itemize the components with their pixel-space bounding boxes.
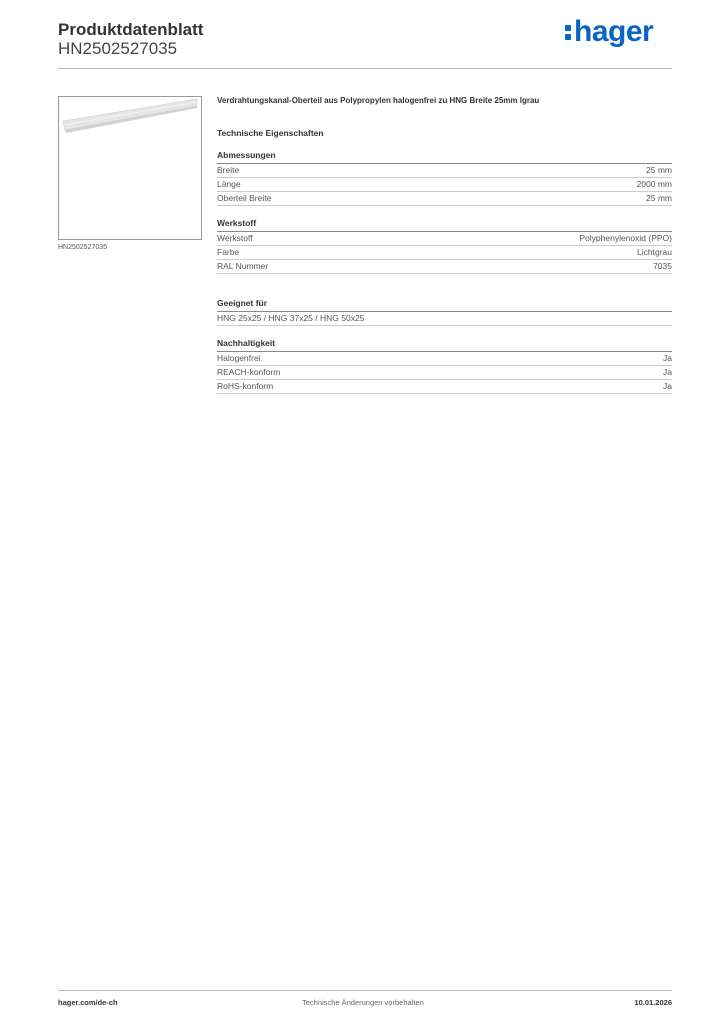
cable-duct-cover-image	[59, 97, 201, 239]
property-row	[217, 312, 672, 326]
property-value: Ja	[663, 367, 672, 377]
property-value: 25 mm	[646, 165, 672, 175]
property-row	[217, 232, 672, 246]
product-details	[217, 96, 672, 394]
property-label: RoHS-konform	[217, 381, 274, 391]
property-label: Werkstoff	[217, 233, 253, 243]
footer-disclaimer: Technische Änderungen vorbehalten	[302, 998, 424, 1007]
section-sustainability	[217, 338, 672, 394]
image-caption: HN2502527035	[58, 244, 108, 251]
property-value: Lichtgrau	[637, 247, 672, 257]
section-title: Nachhaltigkeit	[217, 338, 672, 352]
section-title: Werkstoff	[217, 218, 672, 232]
property-label: REACH-konform	[217, 367, 281, 377]
product-image	[58, 96, 202, 240]
page-title: Produktdatenblatt	[58, 20, 204, 39]
property-label: RAL Nummer	[217, 261, 269, 271]
property-label: Halogenfrei	[217, 353, 261, 363]
product-code: HN2502527035	[58, 39, 178, 58]
hager-logo[interactable]	[565, 15, 653, 49]
property-label: Farbe	[217, 247, 240, 257]
logo-text: hager	[574, 15, 654, 48]
property-row	[217, 352, 672, 366]
section-dimensions	[217, 150, 672, 206]
section-material	[217, 218, 672, 274]
property-row	[217, 380, 672, 394]
product-description: Verdrahtungskanal-Oberteil aus Polypropylen halogenfrei zu HNG Breite 25mm lgrau	[217, 96, 540, 105]
property-label: HNG 25x25 / HNG 37x25 / HNG 50x25	[217, 313, 365, 323]
tech-properties-title: Technische Eigenschaften	[217, 128, 324, 138]
footer-website-link[interactable]: hager.com/de-ch	[58, 998, 118, 1007]
property-value: 25 mm	[646, 193, 672, 203]
property-value: Ja	[663, 353, 672, 363]
property-value: 2000 mm	[636, 179, 672, 189]
property-row	[217, 246, 672, 260]
property-value: 7035	[653, 261, 672, 271]
footer-date: 10.01.2026	[634, 998, 672, 1007]
section-title: Geeignet für	[217, 298, 672, 312]
section-suitable-for	[217, 298, 672, 326]
section-title: Abmessungen	[217, 150, 672, 164]
property-row	[217, 260, 672, 274]
logo-dots-icon	[565, 21, 572, 41]
property-label: Oberteil Breite	[217, 193, 272, 203]
property-row	[217, 366, 672, 380]
property-value: Ja	[663, 381, 672, 391]
header-divider	[58, 68, 672, 69]
property-row	[217, 192, 672, 206]
property-row	[217, 178, 672, 192]
property-label: Länge	[217, 179, 241, 189]
property-value: Polyphenylenoxid (PPO)	[579, 233, 672, 243]
property-row	[217, 164, 672, 178]
footer-divider	[58, 990, 672, 991]
property-label: Breite	[217, 165, 240, 175]
